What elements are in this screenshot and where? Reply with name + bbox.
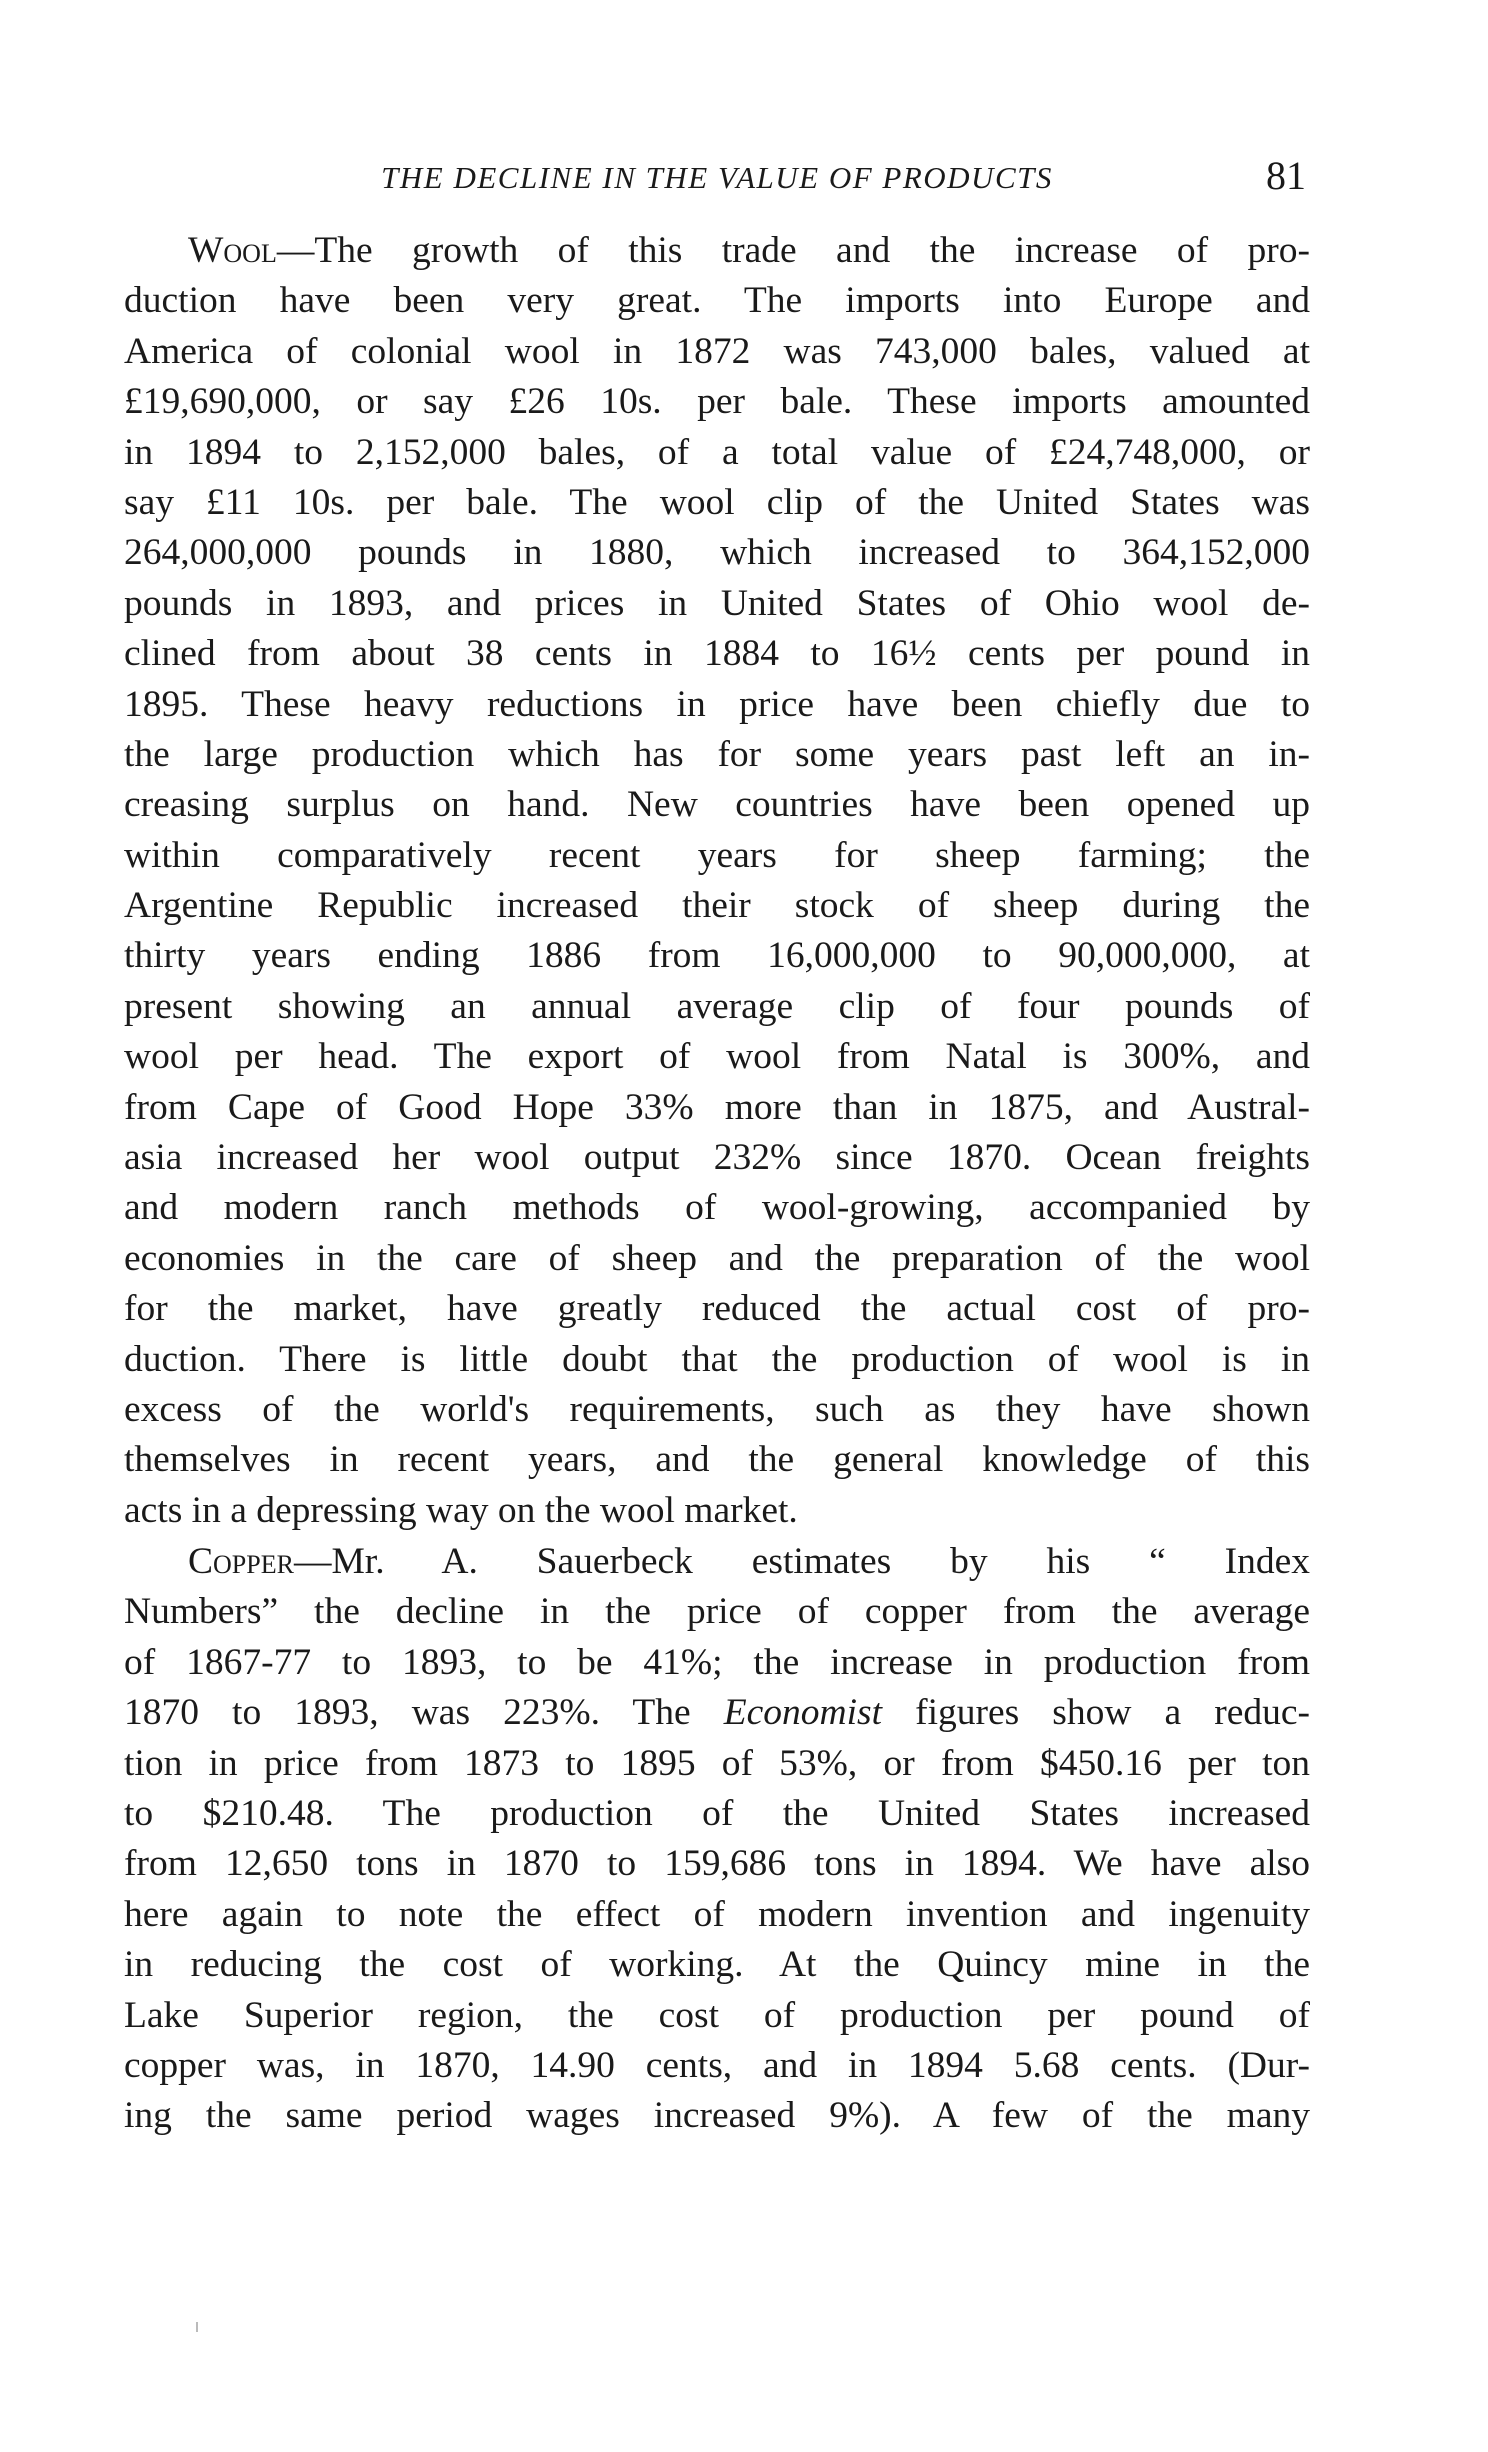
paragraph-line: £19,690,000, or say £26 10s. per bale. These imports amounted (124, 381, 1310, 423)
paragraph-line: clined from about 38 cents in 1884 to 16½ cents per pound in (124, 633, 1310, 675)
paragraph-line: Wool—The growth of this trade and the increase of pro- (188, 230, 1310, 271)
paragraph-line: America of colonial wool in 1872 was 743,000 bales, valued at (124, 330, 1310, 372)
section-heading-wool: Wool (188, 230, 277, 271)
paragraph-line: themselves in recent years, and the general knowledge of this (124, 1439, 1310, 1481)
paragraph-line: 264,000,000 pounds in 1880, which increased to 364,152,000 (124, 532, 1310, 574)
paragraph-line: thirty years ending 1886 from 16,000,000 to 90,000,000, at (124, 935, 1310, 977)
paragraph-line: from Cape of Good Hope 33% more than in 1875, and Austral- (124, 1086, 1310, 1128)
paragraph-line: excess of the world's requirements, such as they have shown (124, 1388, 1310, 1430)
publication-title: Economist (723, 1692, 883, 1734)
paragraph-line: 1895. These heavy reductions in price have been chiefly due to (124, 683, 1310, 725)
paragraph-line: pounds in 1893, and prices in United States of Ohio wool de- (124, 582, 1310, 624)
paragraph-line: within comparatively recent years for sheep farming; the (124, 834, 1310, 876)
paragraph-line: here again to note the effect of modern invention and ingenuity (124, 1893, 1310, 1935)
paragraph-line: copper was, in 1870, 14.90 cents, and in 1894 5.68 cents. (Dur- (124, 2044, 1310, 2086)
paragraph-line: acts in a depressing way on the wool market. (124, 1489, 798, 1531)
paragraph-line: in 1894 to 2,152,000 bales, of a total value of £24,748,000, or (124, 431, 1310, 473)
paragraph-line: economies in the care of sheep and the preparation of the wool (124, 1237, 1310, 1279)
paragraph-line: and modern ranch methods of wool-growing, accompanied by (124, 1187, 1310, 1229)
paragraph-line: say £11 10s. per bale. The wool clip of the United States was (124, 481, 1310, 523)
paragraph-line: present showing an annual average clip of four pounds of (124, 985, 1310, 1027)
paragraph-line: Copper—Mr. A. Sauerbeck estimates by his “ Index (188, 1541, 1310, 1582)
paragraph-line: duction. There is little doubt that the production of wool is in (124, 1338, 1310, 1380)
paragraph-line: tion in price from 1873 to 1895 of 53%, or from $450.16 per ton (124, 1742, 1310, 1784)
paragraph-line: Argentine Republic increased their stock of sheep during the (124, 885, 1310, 927)
copper-paragraph (124, 1537, 1310, 2142)
paragraph-line: the large production which has for some years past left an in- (124, 733, 1310, 775)
running-title: THE DECLINE IN THE VALUE OF PRODUCTS (381, 160, 1053, 195)
paragraph-line: creasing surplus on hand. New countries have been opened up (124, 784, 1310, 826)
paragraph-line: to $210.48. The production of the United States increased (124, 1792, 1310, 1834)
section-heading-copper: Copper (188, 1541, 294, 1582)
paragraph-line: 1870 to 1893, was 223%. The Economist figures show a reduc- (124, 1692, 1310, 1734)
paragraph-line: duction have been very great. The imports into Europe and (124, 280, 1310, 322)
paper-speck (196, 2322, 198, 2332)
paragraph-line: in reducing the cost of working. At the Quincy mine in the (124, 1944, 1310, 1986)
paragraph-line: of 1867-77 to 1893, to be 41%; the increase in production from (124, 1641, 1310, 1683)
running-head (128, 148, 1306, 198)
paragraph-line: wool per head. The export of wool from Natal is 300%, and (124, 1036, 1310, 1078)
paragraph-line: ing the same period wages increased 9%). A few of the many (124, 2095, 1310, 2137)
paragraph-line: for the market, have greatly reduced the actual cost of pro- (124, 1288, 1310, 1330)
paragraph-line: Lake Superior region, the cost of production per pound of (124, 1994, 1310, 2036)
paragraph-line: from 12,650 tons in 1870 to 159,686 tons in 1894. We have also (124, 1843, 1310, 1885)
wool-paragraph (124, 226, 1310, 1536)
paragraph-line: asia increased her wool output 232% since 1870. Ocean freights (124, 1137, 1310, 1179)
paragraph-line: Numbers” the decline in the price of copper from the average (124, 1591, 1310, 1633)
page-number: 81 (1266, 153, 1306, 198)
